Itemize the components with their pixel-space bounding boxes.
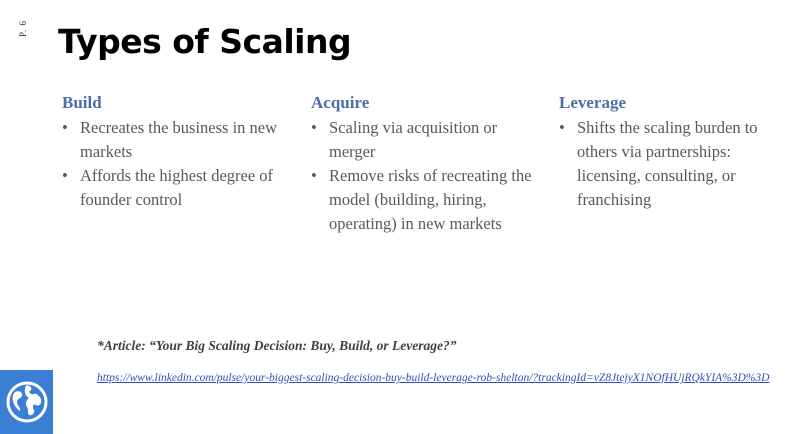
column-heading: Build (62, 93, 102, 112)
slide-title: Types of Scaling (58, 22, 352, 61)
bullet-item: • Scaling via acquisition or merger (311, 116, 546, 164)
globe-logo (0, 370, 53, 434)
page-number: P. 6 (18, 20, 28, 38)
column-heading: Leverage (559, 93, 627, 112)
article-link[interactable]: https://www.linkedin.com/pulse/your-biggest-scaling-decision-buy-build-leverage-rob-shelton/?trackingId=vZ8JtejyX1NOfHUjRQkYIA%3D%3D (97, 372, 770, 384)
bullet-item: • Remove risks of recreating the model (building, hiring, operating) in new markets (311, 164, 546, 236)
column-heading: Acquire (311, 93, 370, 112)
column-leverage (559, 93, 794, 212)
bullet-item: • Shifts the scaling burden to others via partnerships: licensing, consulting, or franchising (559, 116, 794, 212)
globe-icon (5, 380, 49, 424)
column-build (62, 93, 297, 212)
column-acquire (311, 93, 546, 236)
bullet-item: • Affords the highest degree of founder control (62, 164, 297, 212)
article-citation: *Article: “Your Big Scaling Decision: Buy, Build, or Leverage?” (97, 338, 457, 353)
bullet-item: • Recreates the business in new markets (62, 116, 297, 164)
